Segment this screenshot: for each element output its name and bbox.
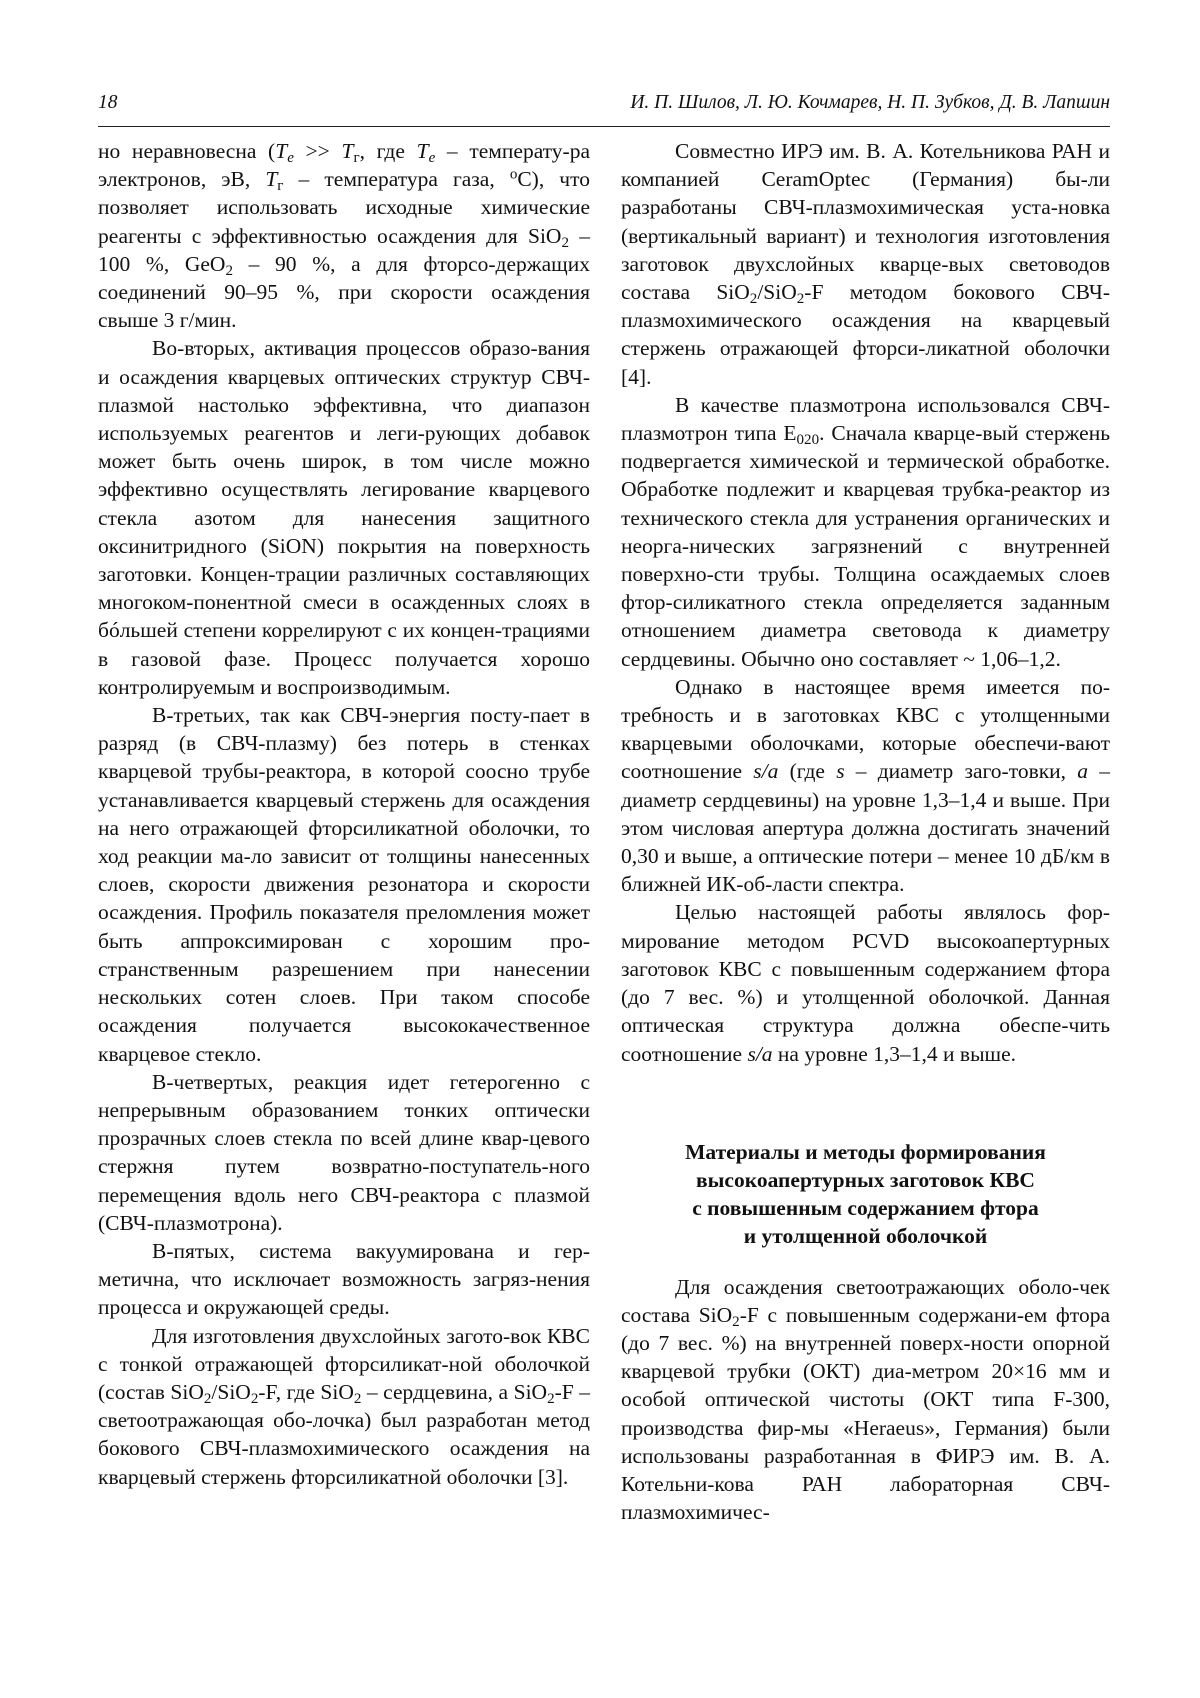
page-header bbox=[98, 88, 1110, 127]
running-head-authors: И. П. Шилов, Л. Ю. Кочмарев, Н. П. Зубков, Д. В. Лапшин bbox=[630, 92, 1110, 113]
paragraph: Совместно ИРЭ им. В. А. Котельникова РАН и компанией CeramOptec (Германия) бы-ли разработаны СВЧ-плазмохимическая уста-новка (вертикальный вариант) и технология изготовления заготовок двухслойных кварце-вых световодов состава SiO$_2$/SiO$_2$-F методом бокового СВЧ-плазмохимического осаждения на кварцевый стержень отражающей фторси-ликатной оболочки [4]. bbox=[621, 139, 1110, 389]
paragraph: Для изготовления двухслойных загото-вок КВС с тонкой отражающей фторсиликат-ной оболочкой (состав SiO$_2$/SiO$_2$-F, где SiO$_2$ – сердцевина, а SiO$_2$-F – светоотражающая обо-лочка) был разработан метод бокового СВЧ-плазмохимического осаждения на кварцевый стержень фторсиликатной оболочки [3]. bbox=[98, 1323, 590, 1489]
paragraph: Однако в настоящее время имеется по-требность и в заготовках КВС с утолщенными кварцевыми оболочками, которые обеспечи-вают соотношение s/a (где s – диаметр заго-товки, a – диаметр сердцевины) на уровне 1,3–1,4 и выше. При этом числовая апертура должна достигать значений 0,30 и выше, а оптические потери – менее 10 дБ/км в ближней ИК-об-ласти спектра. bbox=[621, 674, 1110, 897]
page-number: 18 bbox=[98, 92, 118, 113]
right-column bbox=[621, 137, 1110, 1526]
paragraph: Для осаждения светоотражающих оболо-чек состава SiO$_2$-F с повышенным содержани-ем фтора (до 7 вес. %) на внутренней поверх-ности опорной кварцевой трубки (ОКТ) диа-метром 20×16 мм и особой оптической чистоты (ОКТ типа F-300, производства фир-мы «Heraeus», Германия) были использованы разработанная в ФИРЭ им. В. А. Котельни-кова РАН лабораторная СВЧ-плазмохимичес- bbox=[621, 1274, 1110, 1525]
section-heading: Материалы и методы формирования высокоапертурных заготовок КВС с повышенным содержанием фтора и утолщенной оболочкой bbox=[685, 1139, 1046, 1249]
paragraph: В-четвертых, реакция идет гетерогенно с непрерывным образованием тонких оптически прозрачных слоев стекла по всей длине квар-цевого стержня путем возвратно-поступатель-ного перемещения вдоль него СВЧ-реактора с плазмой (СВЧ-плазмотрона). bbox=[98, 1069, 590, 1235]
paragraph: Во-вторых, активация процессов образо-вания и осаждения кварцевых оптических структур СВЧ-плазмой настолько эффективна, что диапазон используемых реагентов и леги-рующих добавок может быть очень широк, в том числе можно эффективно осуществлять легирование кварцевого стекла азотом для нанесения защитного оксинитридного (SiON) покрытия на поверхность заготовки. Концен-трации различных составляющих многоком-понентной смеси в осажденных слоях в бóльшей степени коррелируют с их концен-трациями в газовой фазе. Процесс получается хорошо контролируемым и воспроизводимым. bbox=[98, 336, 590, 699]
paragraph: В-третьих, так как СВЧ-энергия посту-пает в разряд (в СВЧ-плазму) без потерь в стенках кварцевой трубы-реактора, в которой соосно трубе устанавливается кварцевый стержень для осаждения на него отражающей фторсиликатной оболочки, то ход реакции ма-ло зависит от толщины нанесенных слоев, скорости движения резонатора и скорости осаждения. Профиль показателя преломления может быть аппроксимирован с хорошим про-странственным разрешением при нанесении нескольких сотен слоев. При таком способе осаждения получается высококачественное кварцевое стекло. bbox=[98, 703, 590, 1066]
paragraph: В-пятых, система вакуумирована и гер-метична, что исключает возможность загряз-нения процесса и окружающей среды. bbox=[98, 1238, 590, 1320]
paragraph: Целью настоящей работы являлось фор-мирование методом PCVD высокоапертурных заготовок КВС с повышенным содержанием фтора (до 7 вес. %) и утолщенной оболочкой. Данная оптическая структура должна обеспе-чить соотношение s/a на уровне 1,3–1,4 и выше. bbox=[621, 900, 1110, 1066]
left-column bbox=[98, 137, 590, 1491]
paragraph: В качестве плазмотрона использовался СВЧ-плазмотрон типа $E_{020}$. Сначала кварце-вый стержень подвергается химической и термической обработке. Обработке подлежит и кварцевая трубка-реактор из технического стекла для устранения органических и неорга-нических загрязнений с внутренней поверхно-сти трубы. Толщина осаждаемых слоев фтор-силикатного стекла определяется заданным отношением диаметра световода к диаметру сердцевины. Обычно оно составляет ~ 1,06–1,2. bbox=[621, 392, 1110, 671]
paragraph: но неравновесна ($T_e >> T_г$, где $T_e$ – температу-ра электронов, эВ, $T_г$ – температура газа, $^o$С), что позволяет использовать исходные химические реагенты с эффективностью осаждения для SiO$_2$ – 100 %, GeO$_2$ – 90 %, а для фторсо-держащих соединений 90–95 %, при скорости осаждения свыше 3 г/мин. bbox=[98, 139, 590, 333]
